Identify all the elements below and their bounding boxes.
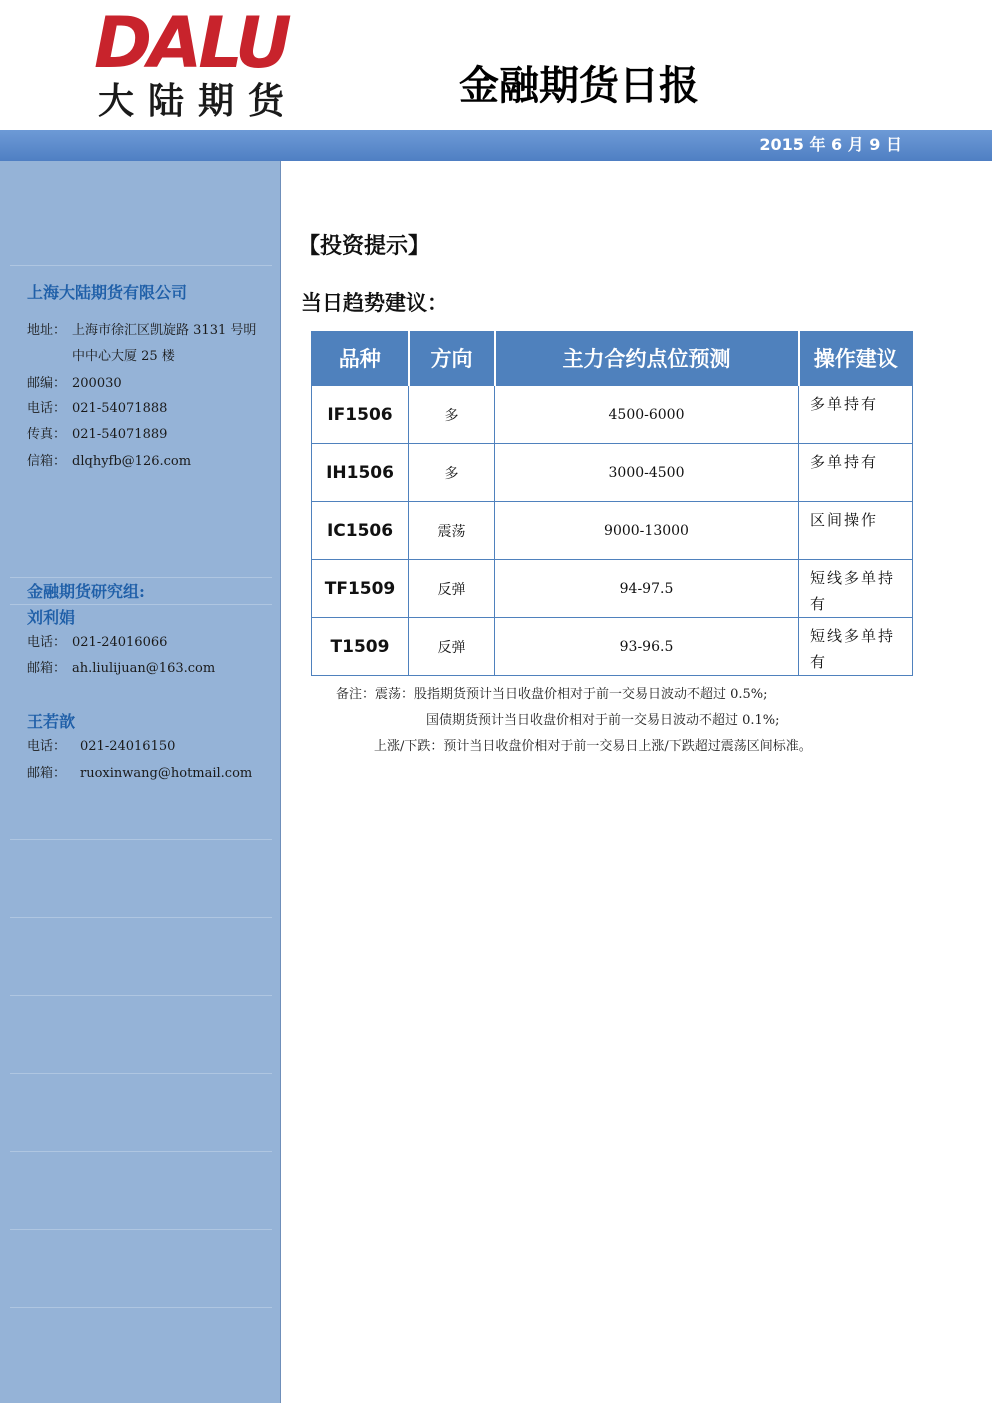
direction: 反弹: [409, 618, 495, 676]
analyst-email: ah.liulijuan@163.com: [72, 661, 216, 676]
operation-advice: 多单持有: [799, 386, 913, 444]
report-date: 2015 年 6 月 9 日: [759, 135, 902, 154]
analyst-phone-line: [27, 738, 175, 756]
analyst-phone: 021-24016066: [72, 635, 168, 650]
advice-table: [311, 331, 913, 676]
contract-code: T1509: [312, 618, 409, 676]
logo-chinese-name: 大陆期货: [98, 81, 299, 122]
analyst-phone: 021-24016150: [80, 739, 176, 754]
column-header-direction: 方向: [409, 331, 495, 386]
price-range: 3000-4500: [495, 444, 799, 502]
table-row: [312, 386, 913, 444]
contract-code: IF1506: [312, 386, 409, 444]
table-row: [312, 444, 913, 502]
trend-advice-heading: 当日趋势建议：: [301, 291, 448, 315]
sidebar-divider: [10, 577, 272, 578]
phone-label: 电话：: [27, 635, 67, 650]
analyst-email-line: [27, 660, 215, 678]
fax-label: 传真：: [27, 427, 67, 442]
direction: 多: [409, 444, 495, 502]
sidebar-divider: [10, 839, 272, 840]
operation-advice: 短线多单持有: [799, 618, 913, 676]
postcode-value: 200030: [72, 376, 122, 391]
price-range: 93-96.5: [495, 618, 799, 676]
address-line: [27, 322, 256, 340]
address-value: 上海市徐汇区凯旋路 3131 号明: [72, 323, 257, 338]
phone-label: 电话：: [27, 739, 67, 754]
sidebar: [0, 161, 281, 1403]
phone-label: 电话：: [27, 401, 67, 416]
table-row: [312, 502, 913, 560]
price-range: 94-97.5: [495, 560, 799, 618]
phone-value: 021-54071888: [72, 401, 168, 416]
mailbox-line: [27, 453, 191, 471]
address-label: 地址：: [27, 323, 67, 338]
sidebar-divider: [10, 604, 272, 605]
fax-value: 021-54071889: [72, 427, 168, 442]
phone-line: [27, 400, 167, 418]
operation-advice: 短线多单持有: [799, 560, 913, 618]
note-line: 备注：震荡：股指期货预计当日收盘价相对于前一交易日波动不超过 0.5%;: [336, 687, 768, 702]
analyst-email-line: [27, 765, 252, 783]
table-header-row: [312, 331, 913, 386]
direction: 震荡: [409, 502, 495, 560]
analyst-email: ruoxinwang@hotmail.com: [80, 766, 253, 781]
research-team-title: 金融期货研究组:: [27, 582, 145, 601]
analyst-phone-line: [27, 634, 167, 652]
table-row: [312, 560, 913, 618]
logo-wordmark: DALU: [94, 2, 288, 84]
contract-code: IC1506: [312, 502, 409, 560]
report-title: 金融期货日报: [459, 63, 699, 109]
analyst-name: 刘利娟: [27, 608, 76, 627]
operation-advice: 多单持有: [799, 444, 913, 502]
direction: 多: [409, 386, 495, 444]
invest-tips-heading: 【投资提示】: [298, 234, 431, 259]
operation-advice: 区间操作: [799, 502, 913, 560]
header-band: [0, 130, 992, 161]
table-row: [312, 618, 913, 676]
mailbox-value: dlqhyfb@126.com: [72, 454, 192, 469]
mailbox-label: 信箱：: [27, 454, 67, 469]
sidebar-divider: [10, 265, 272, 266]
note-line: 国债期货预计当日收盘价相对于前一交易日波动不超过 0.1%;: [426, 713, 780, 728]
column-header-range: 主力合约点位预测: [495, 331, 799, 386]
column-header-product: 品种: [312, 331, 409, 386]
company-logo: [94, 2, 310, 124]
sidebar-divider: [10, 917, 272, 918]
postcode-label: 邮编：: [27, 376, 67, 391]
price-range: 4500-6000: [495, 386, 799, 444]
fax-line: [27, 426, 167, 444]
analyst-name: 王若歆: [27, 712, 76, 731]
contract-code: TF1509: [312, 560, 409, 618]
sidebar-divider: [10, 995, 272, 996]
sidebar-divider: [10, 1307, 272, 1308]
sidebar-divider: [10, 1073, 272, 1074]
contract-code: IH1506: [312, 444, 409, 502]
sidebar-divider: [10, 1229, 272, 1230]
price-range: 9000-13000: [495, 502, 799, 560]
address-continued: 中中心大厦 25 楼: [72, 349, 175, 364]
note-line: 上涨/下跌：预计当日收盘价相对于前一交易日上涨/下跌超过震荡区间标准。: [374, 739, 812, 754]
direction: 反弹: [409, 560, 495, 618]
company-name: 上海大陆期货有限公司: [27, 283, 188, 302]
email-label: 邮箱：: [27, 661, 67, 676]
column-header-advice: 操作建议: [799, 331, 913, 386]
email-label: 邮箱：: [27, 766, 67, 781]
sidebar-divider: [10, 1151, 272, 1152]
postcode-line: [27, 375, 122, 393]
